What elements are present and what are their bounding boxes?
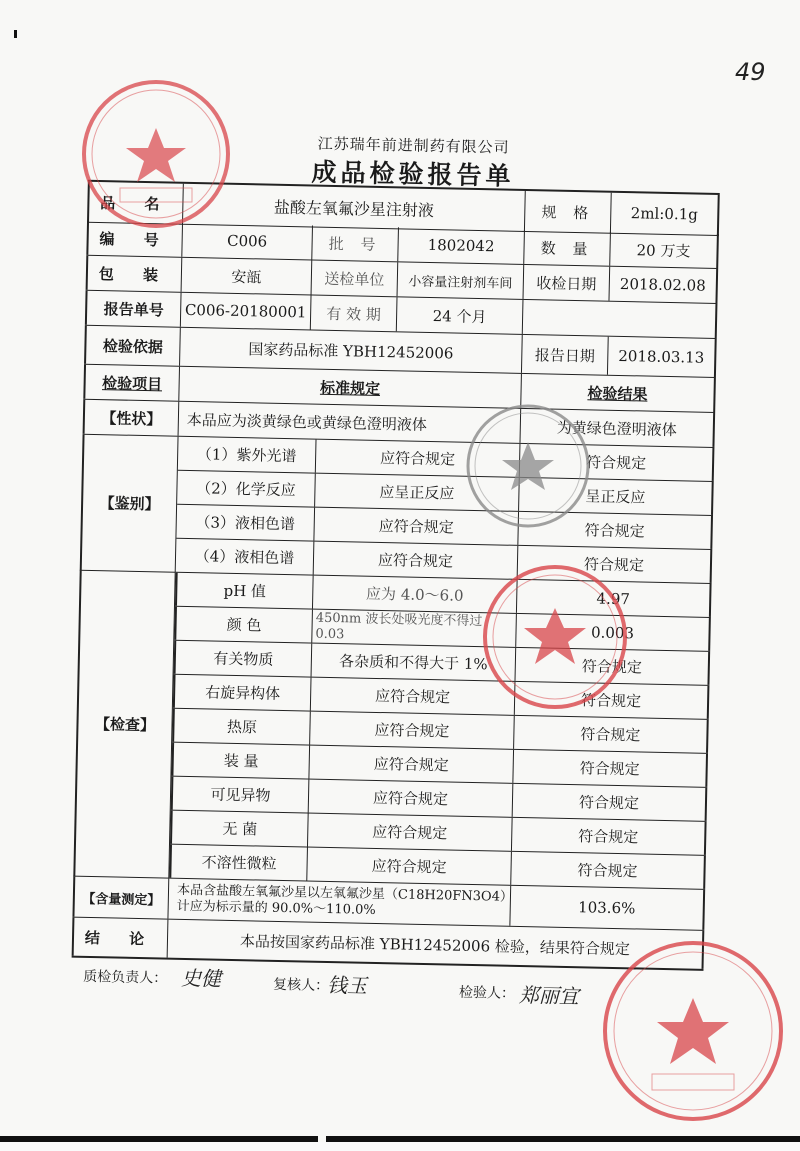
seal-quality [480,562,630,712]
reviewer-signature: 钱玉 [326,972,368,998]
pack-label: 包 装 [86,256,183,292]
identification-result: 符合规定 [518,512,713,549]
report-date-value: 2018.03.13 [608,337,717,377]
recv-label: 收检日期 [523,265,610,301]
seal-bottom-right [598,936,788,1126]
seal-top-left [78,76,234,232]
inspection-result: 0.003 [516,614,711,651]
company-name: 江苏瑞年前进制药有限公司 [317,134,510,157]
col-result: 检验结果 [521,374,716,412]
valid-label: 有 效 期 [311,296,398,332]
assay-result: 103.6% [510,886,705,930]
product-value: 盐酸左氧氟沙星注射液 [183,184,526,231]
handwritten-page-number: 49 [735,58,766,86]
dept-value: 小容量注射剂车间 [398,262,525,299]
inspection-item: 有关物质 [174,641,313,677]
qty-value: 20 万支 [610,232,719,268]
inspection-result: 4.97 [517,580,712,617]
spec-value: 2ml:0.1g [611,193,720,235]
qc-head-signature: 史健 [180,965,222,991]
inspection-item: 无 菌 [170,811,309,847]
assay-label: 【含量测定】 [72,877,169,919]
batch-value: 1802042 [398,227,525,264]
identification-label: 【鉴别】 [80,435,179,573]
identification-standard: 应呈正反应 [315,474,520,511]
basis-value: 国家药品标准 YBH12452006 [180,328,523,373]
reviewer-label: 复核人： [272,976,330,995]
dept-label: 送检单位 [312,261,399,297]
identification-standard: 应符合规定 [314,508,519,545]
inspection-item: pH 值 [175,573,314,609]
inspection-standard: 450nm 波长处吸光度不得过 0.03 [312,610,517,647]
report-no-value: C006-20180001 [181,293,312,330]
inspection-item: 装 量 [171,743,310,779]
inspection-result: 符合规定 [514,716,709,753]
inspector-label: 检验人： [458,984,516,1002]
bottom-edge-left [0,1136,318,1142]
identification-item: （4）液相色谱 [176,539,315,575]
inspection-result: 符合规定 [512,818,707,855]
batch-label: 批 号 [312,226,399,262]
pack-value: 安瓿 [182,258,313,295]
recv-value: 2018.02.08 [609,267,718,303]
report-date-label: 报告日期 [522,335,609,375]
inspection-result: 符合规定 [515,682,710,719]
qc-head-label: 质检负责人： [83,968,168,987]
inspection-standard: 应符合规定 [311,678,516,715]
inspection-result: 符合规定 [513,750,708,787]
identification-result: 符合规定 [518,546,713,583]
col-standard: 标准规定 [179,367,522,408]
inspection-standard: 应符合规定 [310,712,515,749]
product-label: 品 名 [87,182,184,224]
character-result: 为黄绿色澄明液体 [520,409,715,447]
inspection-standard: 应为 4.0～6.0 [313,576,518,613]
identification-result: 符合规定 [520,444,715,481]
identification-item: （3）液相色谱 [176,505,315,541]
spec-label: 规 格 [525,191,612,233]
col-item: 检验项目 [83,365,180,401]
code-label: 编 号 [86,221,183,257]
inspection-result: 符合规定 [513,784,708,821]
inspection-label: 【检查】 [73,571,175,879]
inspection-standard: 应符合规定 [309,780,514,817]
inspection-standard: 应符合规定 [309,746,514,783]
inspection-item: 不溶性微粒 [169,845,308,881]
report-no-label: 报告单号 [85,291,182,327]
conclusion-text: 本品按国家药品标准 YBH12452006 检验，结果符合规定 [168,920,705,969]
inspection-standard: 应符合规定 [307,848,512,885]
identification-result: 呈正反应 [519,478,714,515]
assay-standard: 本品含盐酸左氧氟沙星以左氧氟沙星（C18H20FN3O4）计应为标示量的 90.0%～110.0% [168,879,511,926]
identification-item: （2）化学反应 [177,471,316,507]
valid-value: 24 个月 [397,297,524,334]
identification-standard: 应符合规定 [316,440,521,477]
character-standard: 本品应为淡黄绿色或黄绿色澄明液体 [179,402,522,443]
inspection-item: 右旋异构体 [173,675,312,711]
inspection-result: 符合规定 [515,648,710,685]
conclusion-label: 结 论 [72,918,169,958]
seal-middle [462,400,594,532]
inspection-item: 颜 色 [174,607,313,643]
code-value: C006 [182,223,313,260]
identification-item: （1）紫外光谱 [178,437,317,473]
bottom-edge-right [326,1136,800,1142]
inspection-result: 符合规定 [511,852,706,889]
header-blank [523,300,718,338]
report-title: 成品检验报告单 [311,157,515,191]
inspection-item: 可见异物 [171,777,310,813]
basis-label: 检验依据 [84,326,181,366]
identification-standard: 应符合规定 [314,542,519,579]
inspection-item: 热原 [172,709,311,745]
qty-label: 数 量 [524,230,611,266]
inspection-standard: 各杂质和不得大于 1% [312,644,517,681]
inspector-signature: 郑丽宜 [518,983,580,1009]
character-label: 【性状】 [83,400,180,436]
inspection-standard: 应符合规定 [308,814,513,851]
scan-mark [14,30,17,38]
